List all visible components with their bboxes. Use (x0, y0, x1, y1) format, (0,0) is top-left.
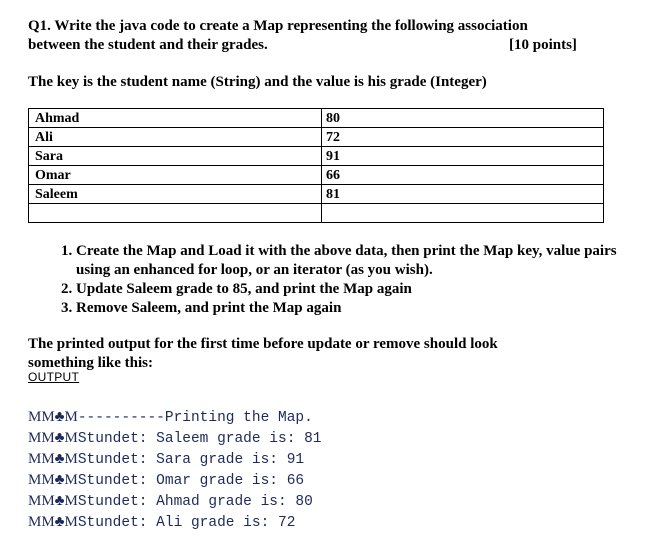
grade-cell: 81 (322, 185, 604, 204)
grade-cell: 80 (322, 109, 604, 128)
student-name-cell: Saleem (29, 185, 322, 204)
output-intro-line1: The printed output for the first time before update or remove should look (28, 336, 498, 352)
table-row (29, 109, 604, 128)
console-prefix: MM♣M (28, 472, 78, 488)
task-list (40, 242, 636, 318)
task-item: 2. Update Saleem grade to 85, and print the Map again (76, 280, 636, 299)
table-row (29, 128, 604, 147)
student-name-cell: Ahmad (29, 109, 322, 128)
student-name-cell: Ali (29, 128, 322, 147)
console-text: Stundet: Ahmad grade is: 80 (77, 494, 313, 510)
console-prefix: MM♣M (28, 514, 78, 530)
grade-cell: 91 (322, 147, 604, 166)
key-description: The key is the student name (String) and the value is his grade (Integer) (28, 74, 487, 90)
table-row (29, 204, 604, 223)
grade-cell: 72 (322, 128, 604, 147)
grade-cell (322, 204, 604, 223)
question-title-line2: between the student and their grades. (28, 37, 268, 53)
console-prefix: MM♣M (28, 493, 78, 509)
console-text: Stundet: Sara grade is: 91 (77, 452, 305, 468)
student-name-cell: Sara (29, 147, 322, 166)
console-line (28, 470, 322, 491)
points-label: [10 points] (509, 37, 577, 53)
console-prefix: MM♣M (28, 409, 78, 425)
console-line (28, 449, 322, 470)
output-intro-line2: something like this: (28, 355, 154, 371)
console-prefix: MM♣M (28, 451, 78, 467)
task-item: 3. Remove Saleem, and print the Map again (76, 299, 636, 318)
console-text: Stundet: Saleem grade is: 81 (77, 431, 322, 447)
question-title-line1: Q1. Write the java code to create a Map representing the following association (28, 18, 528, 34)
table-row (29, 166, 604, 185)
console-line (28, 491, 322, 512)
console-line (28, 512, 322, 533)
console-line (28, 407, 322, 428)
console-text: ----------Printing the Map. (77, 410, 313, 426)
console-output (28, 407, 322, 533)
console-text: Stundet: Omar grade is: 66 (77, 473, 305, 489)
console-prefix: MM♣M (28, 430, 78, 446)
student-name-cell: Omar (29, 166, 322, 185)
table-row (29, 185, 604, 204)
grade-cell: 66 (322, 166, 604, 185)
student-name-cell (29, 204, 322, 223)
console-line (28, 428, 322, 449)
console-text: Stundet: Ali grade is: 72 (77, 515, 296, 531)
task-item: 1. Create the Map and Load it with the above data, then print the Map key, value pairs using an enhanced for loop, or an iterator (as you wish). (76, 242, 636, 280)
output-label: OUTPUT (28, 370, 80, 384)
grades-table (28, 108, 604, 223)
table-row (29, 147, 604, 166)
